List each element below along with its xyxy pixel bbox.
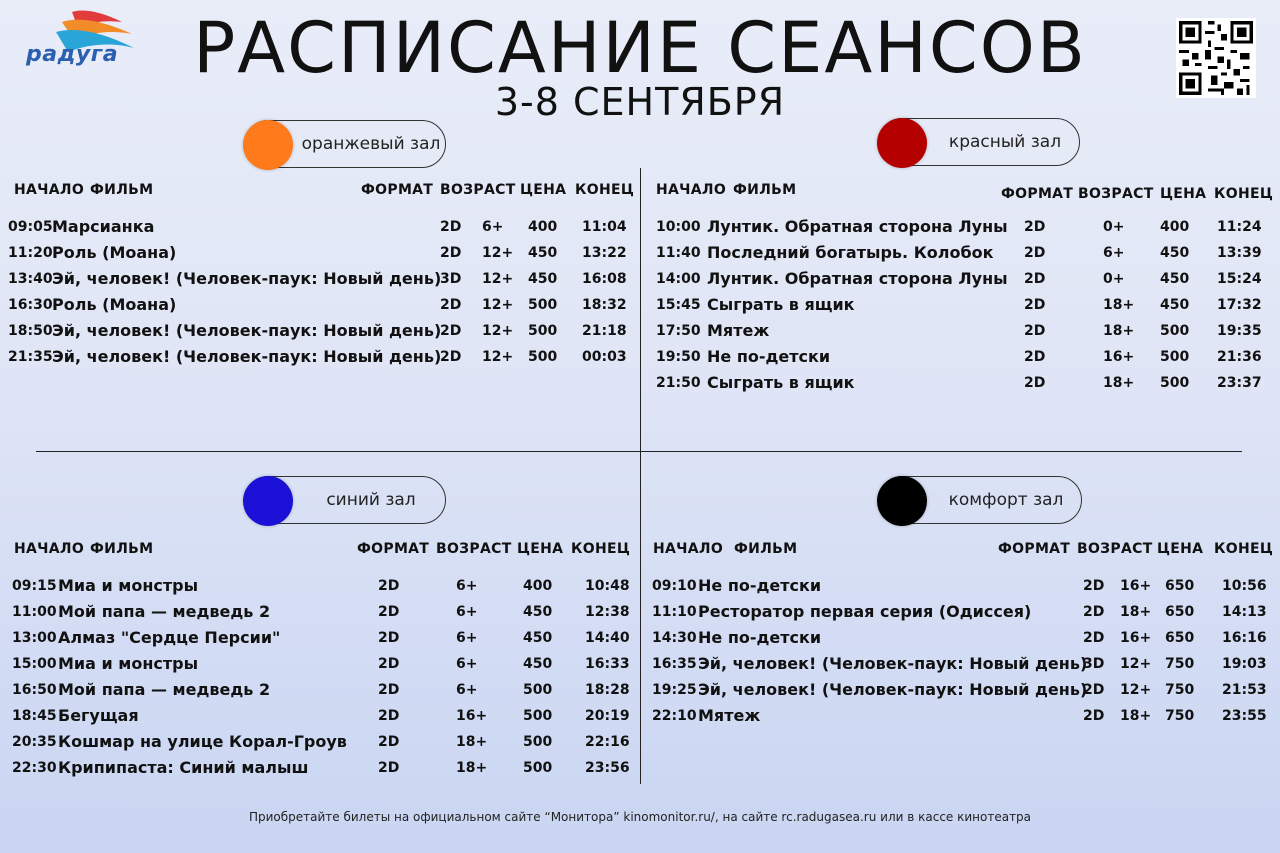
session-film: Не по-детски [707,347,831,366]
col-start: НАЧАЛО [656,182,727,198]
col-price: ЦЕНА [520,182,567,198]
session-start: 13:40 [8,271,53,287]
session-age: 6+ [456,604,478,620]
session-format: 2D [1024,297,1046,313]
session-format: 2D [378,604,400,620]
col-film: ФИЛЬМ [734,541,798,557]
session-price: 400 [1160,219,1190,235]
session-price: 450 [1160,245,1190,261]
col-film: ФИЛЬМ [733,182,797,198]
session-price: 650 [1165,578,1195,594]
col-end: КОНЕЦ [1214,186,1274,202]
session-start: 09:15 [12,578,57,594]
session-film: Марсианка [52,217,155,236]
session-film: Лунтик. Обратная сторона Луны [707,217,1008,236]
session-start: 10:00 [656,219,701,235]
session-end: 14:40 [585,630,630,646]
col-age: ВОЗРАСТ [440,182,516,198]
session-start: 15:00 [12,656,57,672]
session-price: 450 [1160,271,1190,287]
session-end: 13:39 [1217,245,1262,261]
session-age: 18+ [1103,323,1135,339]
session-age: 18+ [1103,297,1135,313]
col-film: ФИЛЬМ [90,182,154,198]
session-format: 2D [440,219,462,235]
session-age: 6+ [482,219,504,235]
session-age: 12+ [482,297,514,313]
session-price: 500 [523,734,553,750]
session-age: 12+ [482,271,514,287]
col-film: ФИЛЬМ [90,541,154,557]
session-age: 6+ [1103,245,1125,261]
page-title: РАСПИСАНИЕ СЕАНСОВ [193,7,1087,89]
session-price: 400 [523,578,553,594]
session-film: Мой папа — медведь 2 [58,680,271,699]
session-end: 13:22 [582,245,627,261]
session-film: Бегущая [58,706,139,725]
col-price: ЦЕНА [1160,186,1207,202]
horizontal-divider [36,451,1242,452]
session-start: 11:10 [652,604,697,620]
col-price: ЦЕНА [1157,541,1204,557]
session-start: 15:45 [656,297,701,313]
session-start: 22:30 [12,760,57,776]
session-film: Алмаз "Сердце Персии" [58,628,281,647]
session-end: 15:24 [1217,271,1262,287]
session-start: 11:20 [8,245,53,261]
session-price: 500 [528,349,558,365]
session-price: 750 [1165,708,1195,724]
session-age: 18+ [1103,375,1135,391]
session-start: 22:10 [652,708,697,724]
session-age: 6+ [456,656,478,672]
session-end: 23:37 [1217,375,1262,391]
session-film: Кошмар на улице Корал-Гроув [58,732,347,751]
vertical-divider [640,168,641,784]
col-end: КОНЕЦ [575,182,635,198]
session-film: Эй, человек! (Человек-паук: Новый день) [698,680,1088,699]
logo-text: радуга [26,42,119,67]
session-age: 16+ [456,708,488,724]
session-format: 2D [1083,604,1105,620]
session-age: 12+ [1120,682,1152,698]
col-start: НАЧАЛО [653,541,724,557]
session-end: 21:53 [1222,682,1267,698]
session-film: Эй, человек! (Человек-паук: Новый день) [52,321,442,340]
session-end: 11:24 [1217,219,1262,235]
session-end: 18:32 [582,297,627,313]
session-start: 11:00 [12,604,57,620]
session-film: Крипипаста: Синий малыш [58,758,309,777]
session-film: Не по-детски [698,576,822,595]
session-format: 2D [440,297,462,313]
session-end: 16:16 [1222,630,1267,646]
col-end: КОНЕЦ [1214,541,1274,557]
session-format: 3D [1083,656,1105,672]
session-end: 20:19 [585,708,630,724]
session-age: 16+ [1120,630,1152,646]
session-film: Эй, человек! (Человек-паук: Новый день) [698,654,1088,673]
session-price: 450 [523,604,553,620]
session-end: 23:56 [585,760,630,776]
session-price: 650 [1165,604,1195,620]
session-start: 09:10 [652,578,697,594]
black-dot-icon [877,476,927,526]
session-start: 14:00 [656,271,701,287]
qr-code-icon[interactable] [1176,18,1256,98]
session-start: 16:50 [12,682,57,698]
session-format: 2D [378,734,400,750]
session-film: Роль (Моана) [52,295,177,314]
session-format: 2D [1024,271,1046,287]
session-age: 16+ [1120,578,1152,594]
session-price: 450 [523,630,553,646]
session-format: 2D [1024,219,1046,235]
session-end: 16:08 [582,271,627,287]
session-end: 16:33 [585,656,630,672]
session-film: Эй, человек! (Человек-паук: Новый день) [52,269,442,288]
col-end: КОНЕЦ [571,541,631,557]
session-price: 450 [528,245,558,261]
blue-dot-icon [243,476,293,526]
session-film: Мятеж [698,706,761,725]
session-end: 00:03 [582,349,627,365]
footer-note: Приобретайте билеты на официальном сайте “Монитора” kinomonitor.ru/, на сайте rc.radugasea.ru или в кассе кинотеатра [248,810,1032,824]
session-age: 12+ [482,349,514,365]
session-price: 750 [1165,682,1195,698]
session-price: 650 [1165,630,1195,646]
session-format: 2D [378,630,400,646]
session-film: Лунтик. Обратная сторона Луны [707,269,1008,288]
session-format: 2D [1083,578,1105,594]
session-format: 2D [440,349,462,365]
session-start: 16:30 [8,297,53,313]
session-age: 12+ [482,323,514,339]
col-age: ВОЗРАСТ [436,541,512,557]
session-price: 500 [528,297,558,313]
session-price: 450 [1160,297,1190,313]
session-age: 6+ [456,578,478,594]
session-format: 2D [378,708,400,724]
hall-badge-red [878,118,1080,166]
session-start: 13:00 [12,630,57,646]
col-start: НАЧАЛО [14,182,85,198]
session-end: 10:48 [585,578,630,594]
hall-name: оранжевый зал [301,134,441,154]
session-start: 17:50 [656,323,701,339]
col-format: ФОРМАТ [357,541,430,557]
session-end: 10:56 [1222,578,1267,594]
hall-badge-orange [244,120,446,168]
session-film: Мятеж [707,321,770,340]
session-age: 0+ [1103,271,1125,287]
session-film: Не по-детски [698,628,822,647]
session-film: Миа и монстры [58,654,199,673]
session-price: 450 [528,271,558,287]
session-end: 17:32 [1217,297,1262,313]
hall-name: комфорт зал [948,490,1064,510]
session-start: 20:35 [12,734,57,750]
session-format: 2D [378,578,400,594]
page-subtitle: 3-8 СЕНТЯБРЯ [494,80,786,124]
session-film: Сыграть в ящик [707,295,855,314]
session-film: Роль (Моана) [52,243,177,262]
session-start: 19:50 [656,349,701,365]
session-price: 400 [528,219,558,235]
col-format: ФОРМАТ [361,182,434,198]
session-end: 19:35 [1217,323,1262,339]
session-age: 6+ [456,630,478,646]
red-dot-icon [877,118,927,168]
session-film: Последний богатырь. Колобок [707,243,994,262]
session-end: 19:03 [1222,656,1267,672]
session-age: 18+ [456,734,488,750]
session-film: Эй, человек! (Человек-паук: Новый день) [52,347,442,366]
session-price: 450 [523,656,553,672]
session-price: 500 [1160,349,1190,365]
col-format: ФОРМАТ [998,541,1071,557]
session-price: 500 [1160,375,1190,391]
session-film: Сыграть в ящик [707,373,855,392]
session-price: 500 [523,760,553,776]
session-format: 2D [440,245,462,261]
session-end: 14:13 [1222,604,1267,620]
session-format: 2D [1024,323,1046,339]
session-film: Ресторатор первая серия (Одиссея) [698,602,1032,621]
session-age: 18+ [1120,604,1152,620]
session-start: 18:45 [12,708,57,724]
orange-dot-icon [243,120,293,170]
session-age: 12+ [1120,656,1152,672]
session-price: 500 [528,323,558,339]
session-age: 6+ [456,682,478,698]
session-format: 3D [440,271,462,287]
session-price: 750 [1165,656,1195,672]
session-format: 2D [378,760,400,776]
session-film: Миа и монстры [58,576,199,595]
session-start: 21:35 [8,349,53,365]
col-price: ЦЕНА [517,541,564,557]
session-age: 18+ [1120,708,1152,724]
session-format: 2D [1083,682,1105,698]
session-start: 14:30 [652,630,697,646]
session-format: 2D [1083,630,1105,646]
session-end: 18:28 [585,682,630,698]
session-start: 09:05 [8,219,53,235]
session-age: 18+ [456,760,488,776]
session-end: 11:04 [582,219,627,235]
session-start: 21:50 [656,375,701,391]
hall-name: красный зал [948,132,1062,152]
session-start: 11:40 [656,245,701,261]
hall-badge-blue [244,476,446,524]
col-format: ФОРМАТ [1001,186,1074,202]
col-start: НАЧАЛО [14,541,85,557]
session-age: 0+ [1103,219,1125,235]
session-format: 2D [378,656,400,672]
session-end: 23:55 [1222,708,1267,724]
session-format: 2D [440,323,462,339]
session-age: 16+ [1103,349,1135,365]
col-age: ВОЗРАСТ [1078,186,1154,202]
hall-name: синий зал [326,490,416,510]
session-price: 500 [523,708,553,724]
session-end: 21:36 [1217,349,1262,365]
session-price: 500 [1160,323,1190,339]
col-age: ВОЗРАСТ [1077,541,1153,557]
session-start: 19:25 [652,682,697,698]
session-end: 21:18 [582,323,627,339]
session-format: 2D [378,682,400,698]
session-format: 2D [1083,708,1105,724]
hall-badge-comfort [878,476,1082,524]
session-age: 12+ [482,245,514,261]
session-film: Мой папа — медведь 2 [58,602,271,621]
session-format: 2D [1024,349,1046,365]
session-start: 16:35 [652,656,697,672]
session-end: 22:16 [585,734,630,750]
session-end: 12:38 [585,604,630,620]
session-format: 2D [1024,245,1046,261]
session-start: 18:50 [8,323,53,339]
session-format: 2D [1024,375,1046,391]
session-price: 500 [523,682,553,698]
